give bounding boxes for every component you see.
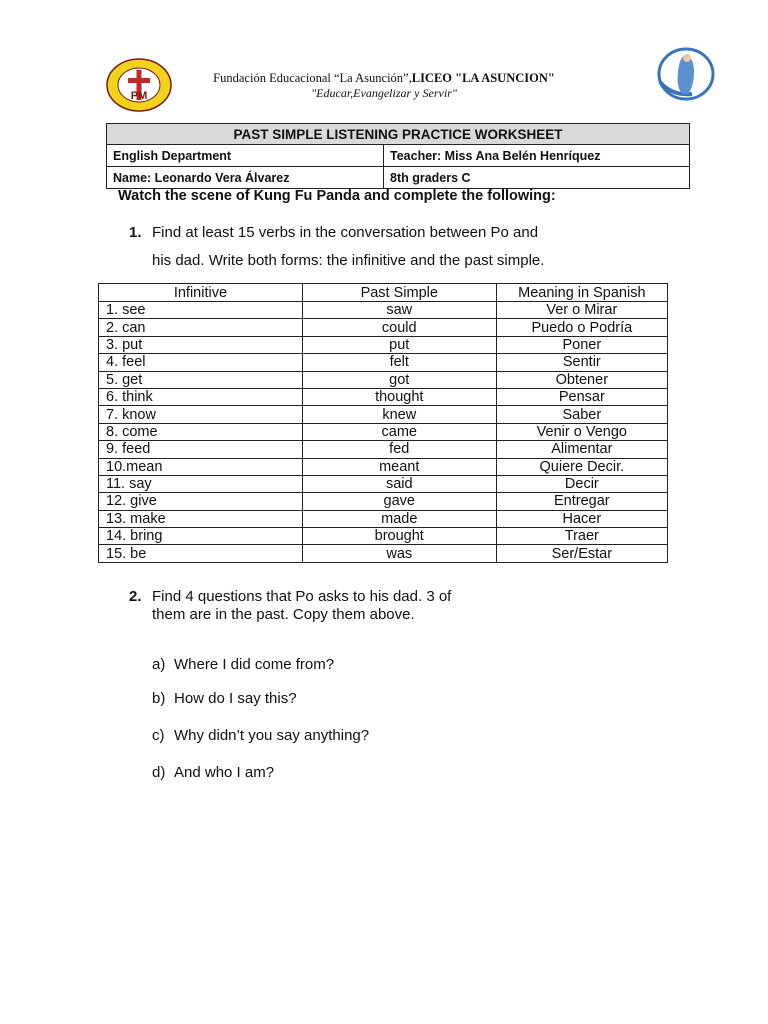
answer-letter: a) [152, 656, 166, 673]
meaning-cell: Obtener [496, 371, 667, 388]
infinitive-cell: 9. feed [99, 441, 303, 458]
answer-c [152, 727, 369, 744]
header-past-simple: Past Simple [302, 284, 496, 302]
past-cell: knew [302, 406, 496, 423]
meaning-cell: Ver o Mirar [496, 302, 667, 319]
table-row [99, 336, 668, 353]
past-cell: was [302, 545, 496, 562]
table-row [99, 528, 668, 545]
past-cell: got [302, 371, 496, 388]
answer-text: How do I say this? [174, 690, 297, 707]
past-cell: felt [302, 354, 496, 371]
question-1-number: 1. [129, 224, 142, 241]
answer-letter: d) [152, 764, 166, 781]
infinitive-cell: 13. make [99, 510, 303, 527]
answer-d [152, 764, 274, 781]
instruction: Watch the scene of Kung Fu Panda and complete the following: [118, 188, 556, 204]
header-infinitive: Infinitive [99, 284, 303, 302]
past-cell: fed [302, 441, 496, 458]
meaning-cell: Quiere Decir. [496, 458, 667, 475]
meaning-cell: Entregar [496, 493, 667, 510]
table-row [99, 302, 668, 319]
meaning-cell: Decir [496, 475, 667, 492]
worksheet-info-table [106, 123, 690, 189]
logo-mark: PM [130, 90, 148, 102]
school-motto: "Educar,Evangelizar y Servir" [311, 86, 457, 100]
answer-text: And who I am? [174, 764, 275, 781]
table-row [99, 475, 668, 492]
answer-b [152, 690, 297, 707]
meaning-cell: Ser/Estar [496, 545, 667, 562]
verb-table [98, 283, 668, 563]
foundation-name: Fundación Educacional “La Asunción”, [213, 71, 412, 85]
infinitive-cell: 7. know [99, 406, 303, 423]
meaning-cell: Venir o Vengo [496, 423, 667, 440]
teacher-cell: Teacher: Miss Ana Belén Henríquez [384, 145, 690, 167]
past-cell: brought [302, 528, 496, 545]
meaning-cell: Alimentar [496, 441, 667, 458]
past-cell: meant [302, 458, 496, 475]
past-cell: thought [302, 388, 496, 405]
infinitive-cell: 3. put [99, 336, 303, 353]
meaning-cell: Traer [496, 528, 667, 545]
school-name: LICEO "LA ASUNCION" [411, 71, 555, 85]
answer-text: Where I did come from? [174, 656, 335, 673]
meaning-cell: Sentir [496, 354, 667, 371]
answer-a [152, 656, 334, 673]
infinitive-cell: 14. bring [99, 528, 303, 545]
meaning-cell: Pensar [496, 388, 667, 405]
table-row [99, 354, 668, 371]
infinitive-cell: 2. can [99, 319, 303, 336]
infinitive-cell: 10.mean [99, 458, 303, 475]
infinitive-cell: 5. get [99, 371, 303, 388]
department-cell: English Department [107, 145, 384, 167]
header-meaning: Meaning in Spanish [496, 284, 667, 302]
past-cell: gave [302, 493, 496, 510]
past-cell: could [302, 319, 496, 336]
answer-letter: b) [152, 690, 166, 707]
table-row [99, 510, 668, 527]
table-row [99, 545, 668, 562]
past-cell: put [302, 336, 496, 353]
table-row [99, 371, 668, 388]
meaning-cell: Puedo o Podría [496, 319, 667, 336]
meaning-cell: Hacer [496, 510, 667, 527]
question-1-line-2: his dad. Write both forms: the infinitive and the past simple. [152, 252, 545, 269]
header-line [0, 71, 768, 86]
infinitive-cell: 12. give [99, 493, 303, 510]
question-2-number: 2. [129, 588, 142, 605]
infinitive-cell: 11. say [99, 475, 303, 492]
infinitive-cell: 4. feel [99, 354, 303, 371]
past-cell: saw [302, 302, 496, 319]
table-row [99, 423, 668, 440]
answer-letter: c) [152, 727, 165, 744]
table-row [99, 319, 668, 336]
question-2-text: Find 4 questions that Po asks to his dad. 3 of them are in the past. Copy them above. [152, 588, 452, 623]
worksheet-title: PAST SIMPLE LISTENING PRACTICE WORKSHEET [107, 124, 690, 145]
infinitive-cell: 15. be [99, 545, 303, 562]
grade-cell: 8th graders C [384, 167, 690, 189]
student-name-cell: Name: Leonardo Vera Álvarez [107, 167, 384, 189]
past-cell: came [302, 423, 496, 440]
infinitive-cell: 1. see [99, 302, 303, 319]
question-1-line-1: Find at least 15 verbs in the conversation between Po and [152, 224, 539, 241]
meaning-cell: Poner [496, 336, 667, 353]
past-cell: made [302, 510, 496, 527]
table-row [99, 441, 668, 458]
table-row [99, 458, 668, 475]
meaning-cell: Saber [496, 406, 667, 423]
past-cell: said [302, 475, 496, 492]
infinitive-cell: 6. think [99, 388, 303, 405]
table-row [99, 388, 668, 405]
table-row [99, 406, 668, 423]
table-row [99, 493, 668, 510]
infinitive-cell: 8. come [99, 423, 303, 440]
answer-text: Why didn’t you say anything? [174, 727, 370, 744]
